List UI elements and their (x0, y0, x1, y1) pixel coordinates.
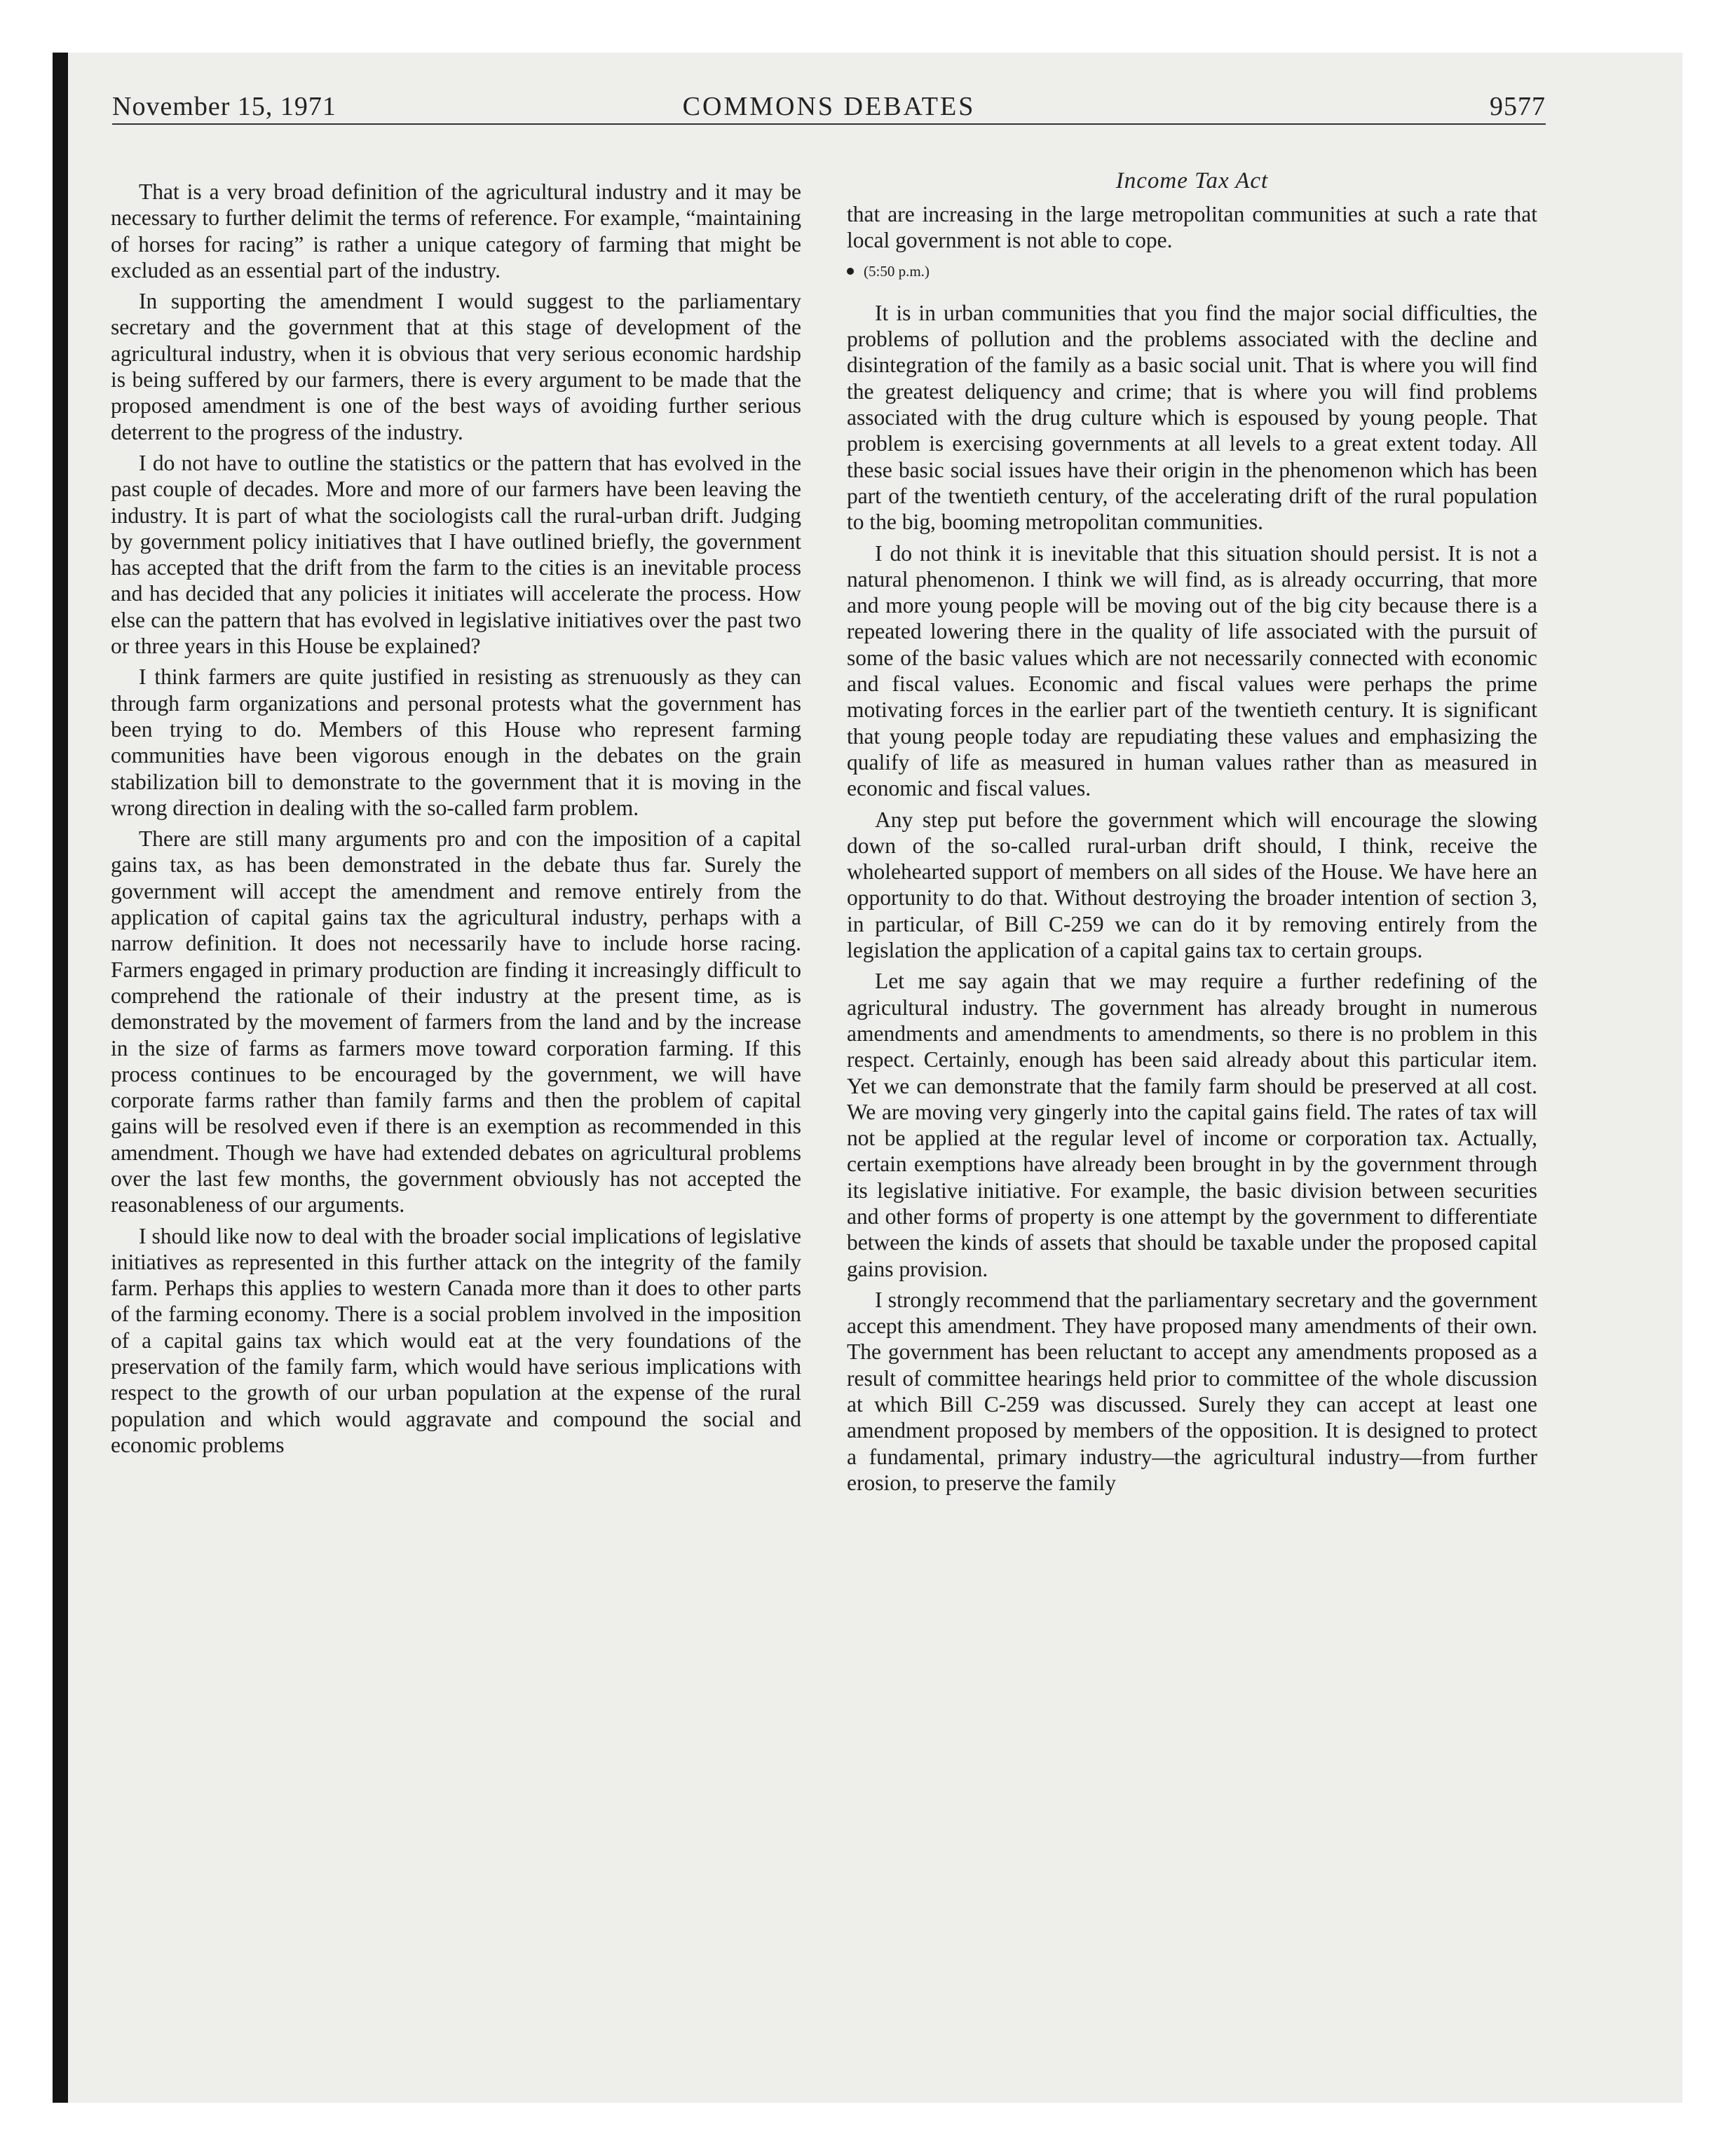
header-title: COMMONS DEBATES (682, 92, 976, 121)
paragraph: Any step put before the government which will encourage the slowing down of the so-called rural-urban drift should, I think, receive the wholehearted support of members on all sides of the House. We have here an opportunity to do that. Without destroying the broader intention of section 3, in particular, of Bill C-259 we can do it by removing entirely from the legislation the application of a capital gains tax to certain groups. (847, 807, 1537, 963)
time-marker (847, 259, 1537, 285)
paragraph: I strongly recommend that the parliamentary secretary and the government accept this amendment. They have proposed many amendments of their own. The government has been reluctant to accept any amendments proposed as a result of committee hearings held prior to committee of the whole discussion at which Bill C-259 was discussed. Surely they can accept at least one amendment proposed by members of the opposition. It is designed to protect a fundamental, primary industry—the agricultural industry—from further erosion, to preserve the family (847, 1287, 1537, 1495)
paragraph: I think farmers are quite justified in resisting as strenuously as they can through farm organizations and personal protests what the government has been trying to do. Members of this House who represent farming communities have been vigorous enough in the debates on the grain stabilization bill to demonstrate to the government that it is moving in the wrong direction in dealing with the so-called farm problem. (111, 664, 801, 820)
paragraph: I should like now to deal with the broader social implications of legislative initiatives as represented in this further attack on the integrity of the family farm. Perhaps this applies to western Canada more than it does to other parts of the farming economy. There is a social problem involved in the imposition of a capital gains tax which would eat at the very foundations of the preservation of the family farm, which would have serious implications with respect to the growth of our urban population at the expense of the rural population and which would aggravate and compound the social and economic problems (111, 1223, 801, 1457)
header-date: November 15, 1971 (112, 92, 336, 121)
left-column (111, 179, 801, 1463)
paragraph: It is in urban communities that you find the major social difficulties, the problems of pollution and the problems associated with the decline and disintegration of the family as a basic social unit. That is where you will find the greatest deliquency and crime; that is where you will find problems associated with the drug culture which is espoused by young people. That problem is exercising governments at all levels to a great extent today. All these basic social issues have their origin in the phenomenon which has been part of the twentieth century, of the accelerating drift of the rural population to the big, booming metropolitan communities. (847, 300, 1537, 535)
paragraph: That is a very broad definition of the agricultural industry and it may be necessary to further delimit the terms of reference. For example, “maintaining of horses for racing” is rather a unique category of farming that might be excluded as an essential part of the industry. (111, 179, 801, 282)
paragraph: I do not think it is inevitable that this situation should persist. It is not a natural phenomenon. I think we will find, as is already occurring, that more and more young people will be moving out of the big city because there is a repeated lowering there in the quality of life associated with the pursuit of some of the basic values which are not necessarily connected with economic and fiscal values. Economic and fiscal values were perhaps the prime motivating forces in the earlier part of the twentieth century. It is significant that young people today are repudiating these values and emphasizing the qualify of life as measured in human values rather than as measured in economic and fiscal values. (847, 540, 1537, 801)
paragraph: There are still many arguments pro and con the imposition of a capital gains tax, as has been demonstrated in the debate thus far. Surely the government will accept the amendment and remove entirely from the application of capital gains tax the agricultural industry, perhaps with a narrow definition. It does not necessarily have to include horse racing. Farmers engaged in primary production are finding it increasingly difficult to comprehend the rationale of their industry at the present time, as is demonstrated by the movement of farmers from the land and by the increase in the size of farms as farmers move toward corporation farming. If this process continues to be encouraged by the government, we will have corporate farms rather than family farms and then the problem of capital gains will be resolved even if there is an exemption as recommended in this amendment. Though we have had extended debates on agricultural problems over the last few months, the government obviously has not accepted the reasonableness of our arguments. (111, 826, 801, 1217)
paragraph: In supporting the amendment I would suggest to the parliamentary secretary and the government that at this stage of development of the agricultural industry, when it is obvious that very serious economic hardship is being suffered by our farmers, there is every argument to be made that the proposed amendment is one of the best ways of avoiding further serious deterrent to the progress of the industry. (111, 289, 801, 444)
page-header (112, 90, 1546, 125)
running-head: Income Tax Act (1115, 168, 1269, 193)
bullet-icon (847, 268, 854, 275)
header-page-number: 9577 (1490, 92, 1546, 121)
paragraph: I do not have to outline the statistics or the pattern that has evolved in the past couple of decades. More and more of our farmers have been leaving the industry. It is part of what the sociologists call the rural-urban drift. Judging by government policy initiatives that I have outlined briefly, the government has accepted that the drift from the farm to the cities is an inevitable process and has decided that any policies it initiates will accelerate the process. How else can the pattern that has evolved in legislative initiatives over the past two or three years in this House be explained? (111, 450, 801, 659)
time-mark-text: (5:50 p.m.) (864, 262, 930, 280)
continuation-paragraph: that are increasing in the large metropolitan communities at such a rate that local government is not able to cope. (847, 202, 1537, 253)
right-column (847, 201, 1537, 1501)
scan-edge-shadow (53, 53, 68, 2103)
paragraph: Let me say again that we may require a further redefining of the agricultural industry. The government has already brought in numerous amendments and amendments to amendments, so there is no problem in this respect. Certainly, enough has been said already about this particular item. Yet we can demonstrate that the family farm should be preserved at all cost. We are moving very gingerly into the capital gains field. The rates of tax will not be applied at the regular level of income or corporation tax. Actually, certain exemptions have already been brought in by the government through its legislative initiative. For example, the basic division between securities and other forms of property is one attempt by the government to differentiate between the kinds of assets that should be taxable under the proposed capital gains provision. (847, 969, 1537, 1281)
